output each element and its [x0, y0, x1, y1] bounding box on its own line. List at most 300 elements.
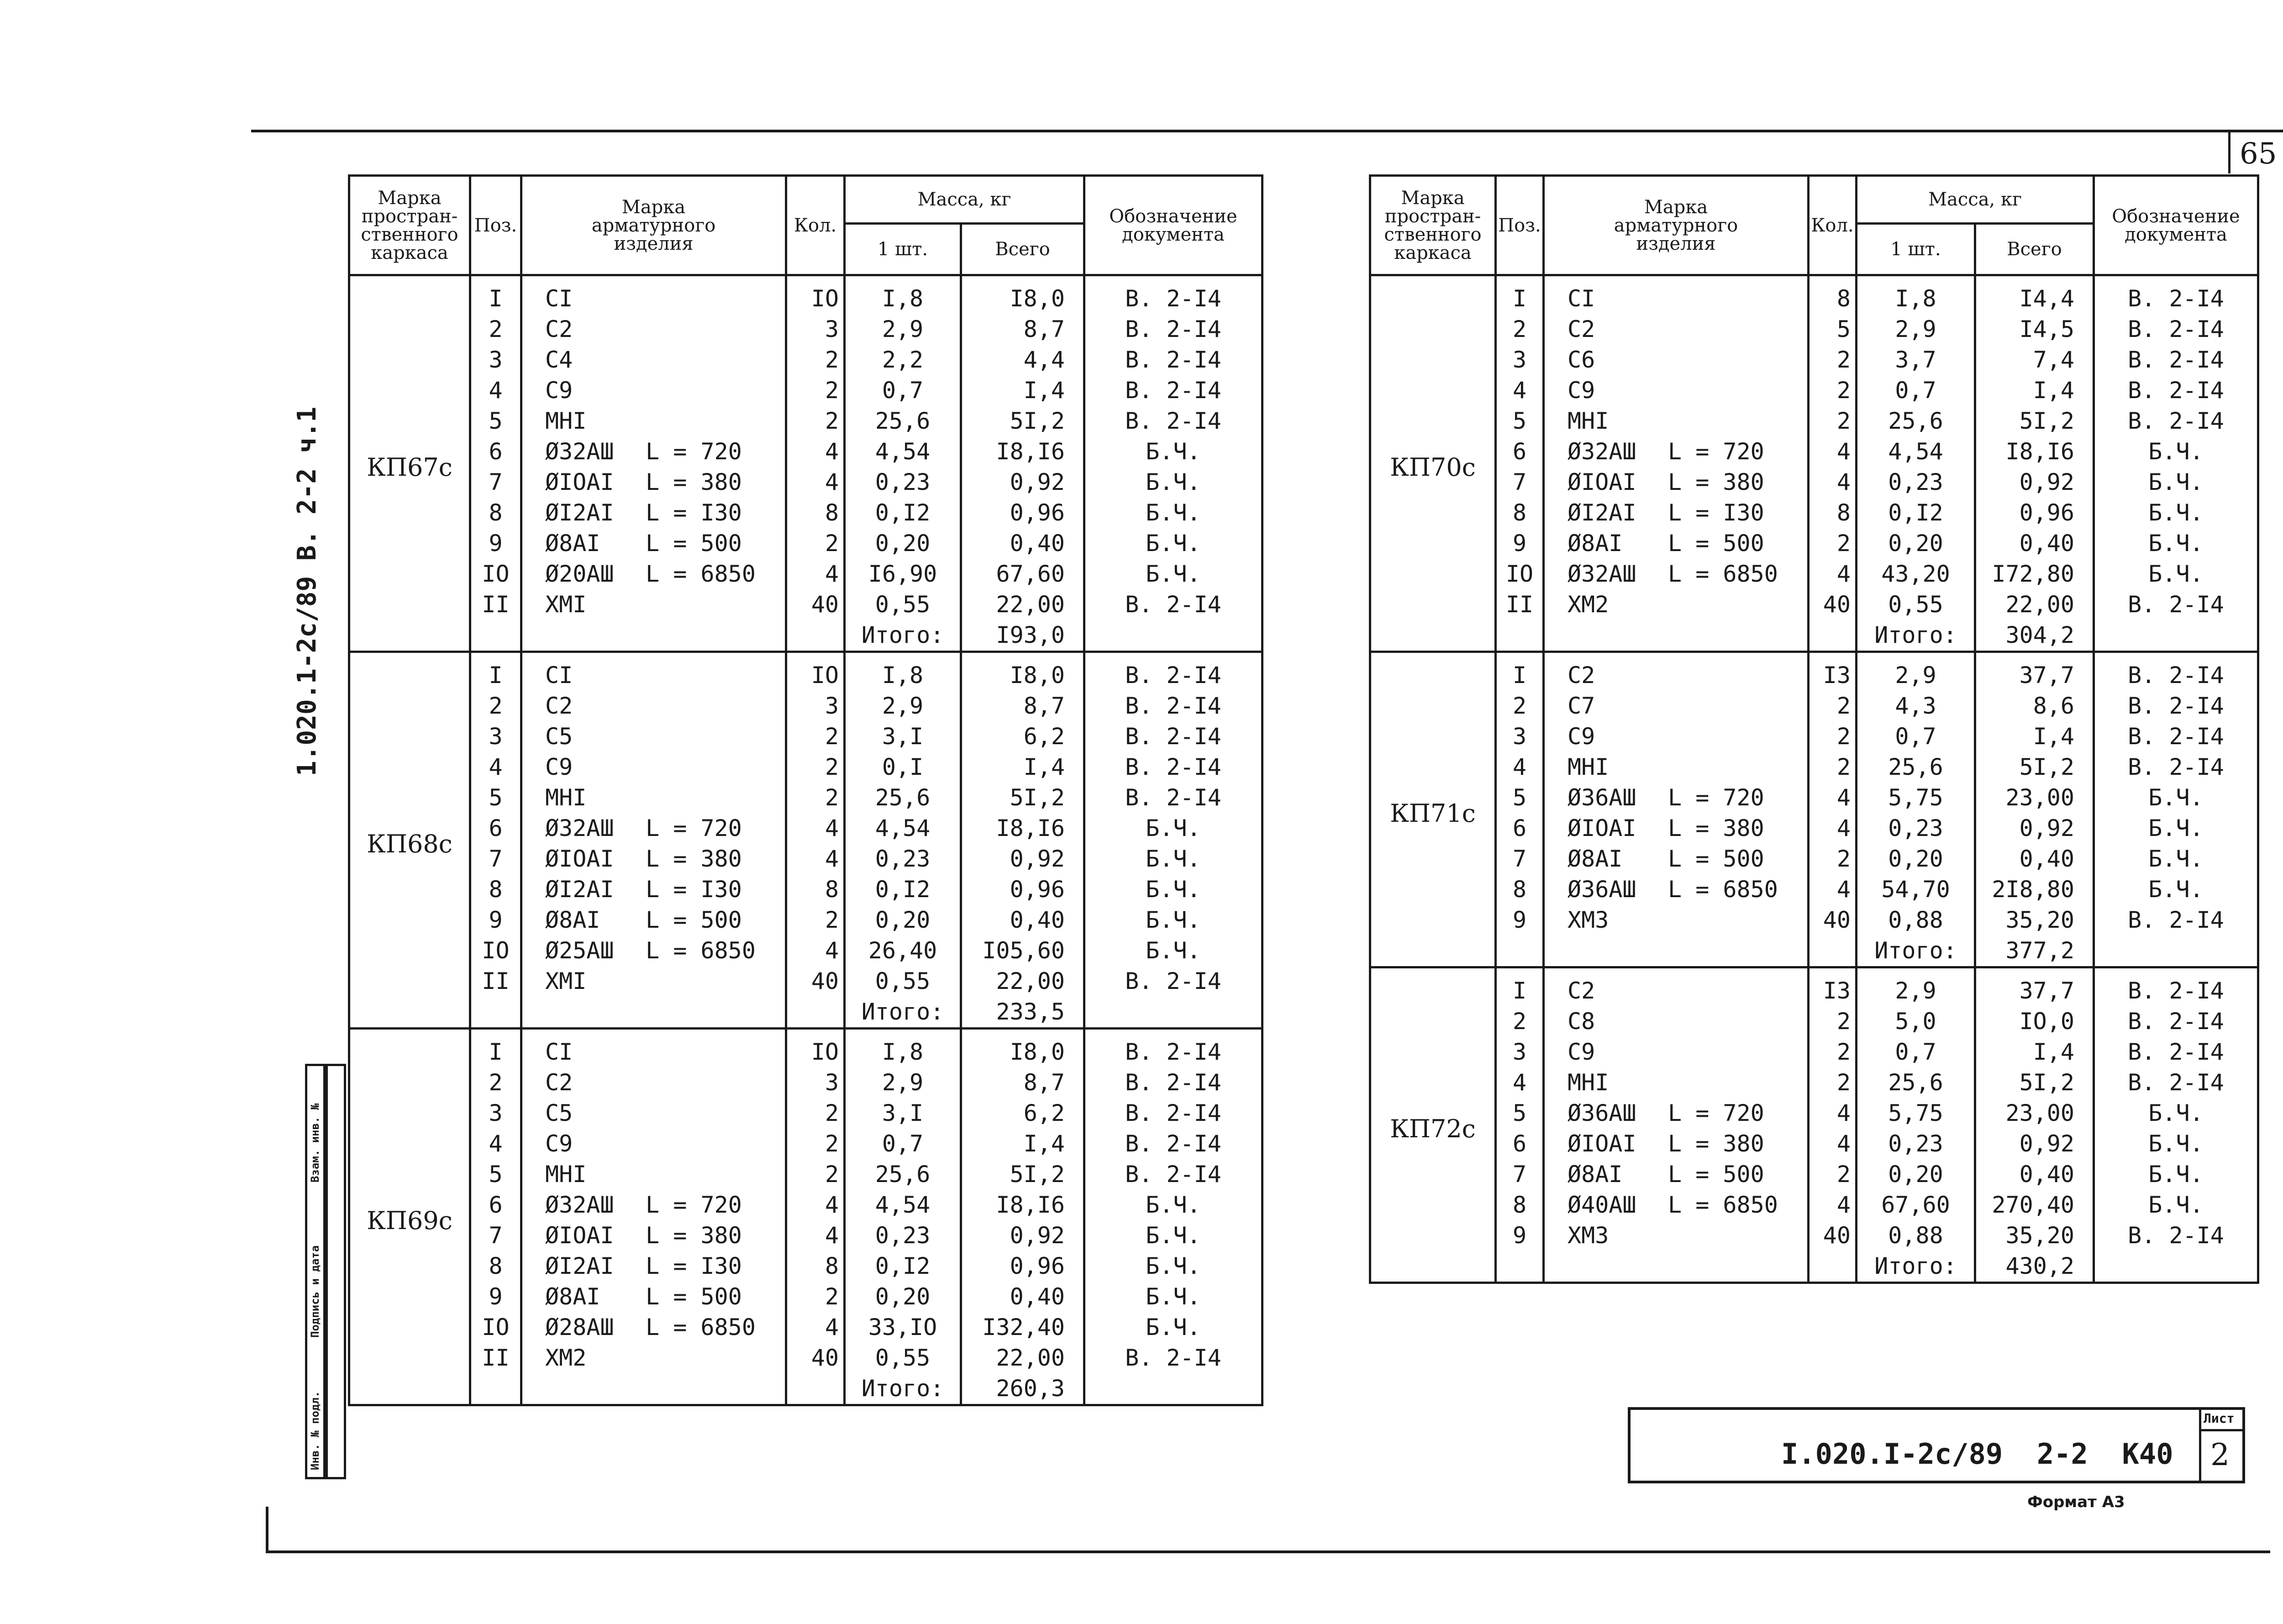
row-qty: 4 — [786, 1190, 845, 1220]
row-mass-total: I05,60 — [961, 936, 1084, 966]
row-qty: 8 — [786, 874, 845, 905]
row-pos: 9 — [1496, 528, 1544, 559]
row-item-name: С2 — [1568, 316, 1595, 342]
left-spec-body — [349, 275, 1262, 1405]
row-doc: Б.Ч. — [1084, 498, 1262, 528]
row-mass-total: 22,00 — [961, 1343, 1084, 1373]
row-qty: 4 — [786, 1220, 845, 1251]
itogo-row — [1370, 1251, 2258, 1283]
hdr-mass-one: 1 шт. — [1857, 224, 1975, 275]
row-mass-one: 0,23 — [845, 844, 961, 874]
row-mass-total: 5I,2 — [1975, 406, 2094, 436]
row-item-name: СI — [545, 285, 573, 312]
row-doc: В. 2-I4 — [2094, 652, 2258, 691]
row-qty: 8 — [1809, 498, 1857, 528]
table-row — [349, 314, 1262, 345]
row-mass-one: 0,I2 — [845, 498, 961, 528]
row-item-length: L = 6850 — [646, 561, 756, 587]
itogo-row — [349, 620, 1262, 652]
row-item — [521, 691, 786, 721]
row-item-length: L = 6850 — [646, 937, 756, 964]
row-item — [521, 589, 786, 620]
row-mass-total: 4,4 — [961, 345, 1084, 375]
row-qty: 4 — [1809, 813, 1857, 844]
row-item-length: L = 380 — [1668, 469, 1764, 495]
row-mass-one: 4,54 — [845, 813, 961, 844]
row-item — [1544, 783, 1809, 813]
row-item-name: С8 — [1568, 1008, 1595, 1035]
row-mass-total: I,4 — [961, 375, 1084, 406]
row-mass-total: 0,40 — [961, 905, 1084, 936]
row-qty: 2 — [1809, 1006, 1857, 1037]
title-block-sheet-number: 2 — [2210, 1437, 2230, 1472]
row-item-length: L = I30 — [1668, 499, 1764, 526]
table-row — [349, 1220, 1262, 1251]
frame-mark: КП69с — [349, 1029, 470, 1405]
row-mass-total: 0,96 — [961, 1251, 1084, 1282]
row-mass-one: 0,88 — [1857, 1220, 1975, 1251]
row-item-length: L = 6850 — [1668, 561, 1778, 587]
row-pos: 8 — [1496, 1190, 1544, 1220]
row-mass-one: 26,40 — [845, 936, 961, 966]
row-doc: Б.Ч. — [2094, 559, 2258, 589]
row-pos: 3 — [470, 1098, 521, 1129]
row-pos: 7 — [1496, 844, 1544, 874]
row-pos: 6 — [1496, 1129, 1544, 1159]
row-mass-one: 0,20 — [1857, 844, 1975, 874]
row-item-name: Ø32АШ — [545, 438, 614, 465]
row-item-name: СI — [545, 662, 573, 688]
row-mass-total: 67,60 — [961, 559, 1084, 589]
row-mass-one: 2,9 — [845, 1067, 961, 1098]
row-doc: Б.Ч. — [2094, 783, 2258, 813]
table-row — [1370, 1220, 2258, 1251]
row-pos: 7 — [470, 844, 521, 874]
row-item — [1544, 844, 1809, 874]
row-qty: 2 — [1809, 691, 1857, 721]
row-mass-total: I,4 — [1975, 721, 2094, 752]
row-item — [521, 345, 786, 375]
itogo-value: I93,0 — [961, 620, 1084, 652]
row-item — [521, 783, 786, 813]
row-item-name: ХМ2 — [1568, 591, 1609, 618]
row-qty: 4 — [1809, 1190, 1857, 1220]
row-item-length: L = 380 — [1668, 815, 1764, 841]
format-label: Формат А3 — [2027, 1493, 2125, 1511]
row-doc: Б.Ч. — [2094, 874, 2258, 905]
row-mass-total: 0,40 — [961, 1282, 1084, 1312]
row-doc: Б.Ч. — [1084, 1251, 1262, 1282]
hdr-mark: Марка простран- ственного каркаса — [349, 176, 470, 275]
row-qty: 4 — [786, 467, 845, 498]
row-doc: Б.Ч. — [1084, 844, 1262, 874]
row-mass-one: 4,54 — [1857, 436, 1975, 467]
row-qty: 4 — [1809, 1098, 1857, 1129]
row-qty: 4 — [786, 559, 845, 589]
row-qty: 2 — [786, 752, 845, 783]
row-mass-total: I8,0 — [961, 275, 1084, 315]
row-mass-total: I,4 — [1975, 375, 2094, 406]
row-item-name: С9 — [1568, 1039, 1595, 1065]
row-item — [521, 375, 786, 406]
table-row — [1370, 783, 2258, 813]
row-mass-one: 0,7 — [845, 1129, 961, 1159]
row-doc: Б.Ч. — [1084, 936, 1262, 966]
row-pos: 6 — [1496, 813, 1544, 844]
row-doc: Б.Ч. — [1084, 528, 1262, 559]
row-item-name: ØIOАI — [545, 469, 614, 495]
row-doc: В. 2-I4 — [1084, 345, 1262, 375]
row-qty: 2 — [786, 783, 845, 813]
row-item-name: Ø40АШ — [1568, 1192, 1636, 1218]
right-spec-table — [1369, 174, 2259, 1284]
row-mass-total: 5I,2 — [1975, 752, 2094, 783]
table-row — [349, 345, 1262, 375]
itogo-pos-empty — [470, 997, 521, 1029]
row-item-name: МНI — [1568, 1069, 1609, 1096]
itogo-label: Итого: — [1857, 620, 1975, 652]
row-item — [1544, 589, 1809, 620]
row-qty: 2 — [1809, 406, 1857, 436]
row-item-length: L = 500 — [646, 530, 742, 557]
row-item-name: Ø8АI — [1568, 1161, 1623, 1188]
itogo-item-empty — [1544, 936, 1809, 967]
row-mass-one: 0,I2 — [845, 1251, 961, 1282]
row-item-name: ХМI — [545, 591, 587, 618]
row-mass-one: 3,I — [845, 1098, 961, 1129]
row-mass-total: 0,40 — [961, 528, 1084, 559]
row-pos: IO — [1496, 559, 1544, 589]
row-doc: В. 2-I4 — [1084, 652, 1262, 691]
table-row — [349, 1343, 1262, 1373]
table-row — [1370, 691, 2258, 721]
row-doc: В. 2-I4 — [2094, 721, 2258, 752]
row-item-name: С6 — [1568, 347, 1595, 373]
table-row — [1370, 1190, 2258, 1220]
row-item-name: ØI2АI — [545, 499, 614, 526]
row-doc: В. 2-I4 — [2094, 345, 2258, 375]
row-mass-total: I8,0 — [961, 1029, 1084, 1068]
frame-mark: КП67с — [349, 275, 470, 652]
row-item — [1544, 406, 1809, 436]
row-item — [521, 314, 786, 345]
table-row — [1370, 528, 2258, 559]
right-spec-body — [1370, 275, 2258, 1283]
row-doc: В. 2-I4 — [2094, 1067, 2258, 1098]
row-item-length: L = 500 — [646, 1283, 742, 1310]
itogo-qty-empty — [786, 1373, 845, 1405]
row-item-length: L = 720 — [1668, 784, 1764, 811]
row-qty: 4 — [1809, 436, 1857, 467]
table-row — [349, 652, 1262, 691]
row-item-length: L = 380 — [1668, 1130, 1764, 1157]
table-row — [1370, 589, 2258, 620]
table-row — [1370, 406, 2258, 436]
table-row — [1370, 1006, 2258, 1037]
row-item — [521, 1343, 786, 1373]
row-qty: 40 — [1809, 905, 1857, 936]
row-mass-one: 33,IO — [845, 1312, 961, 1343]
row-doc: Б.Ч. — [2094, 467, 2258, 498]
row-pos: 7 — [470, 1220, 521, 1251]
row-mass-total: 7,4 — [1975, 345, 2094, 375]
row-item-name: МНI — [1568, 754, 1609, 780]
hdr-pos: Поз. — [470, 176, 521, 275]
table-row — [349, 844, 1262, 874]
table-row — [1370, 1098, 2258, 1129]
row-item-name: Ø32АШ — [545, 815, 614, 841]
table-row — [349, 375, 1262, 406]
row-mass-one: 54,70 — [1857, 874, 1975, 905]
row-mass-total: 0,92 — [961, 467, 1084, 498]
row-item — [1544, 813, 1809, 844]
row-item — [521, 1190, 786, 1220]
row-pos: 2 — [470, 691, 521, 721]
row-pos: 9 — [1496, 905, 1544, 936]
row-pos: I — [1496, 967, 1544, 1007]
row-pos: 6 — [470, 813, 521, 844]
row-item — [521, 1312, 786, 1343]
row-mass-one: I,8 — [845, 275, 961, 315]
hdr-mass-one: 1 шт. — [845, 224, 961, 275]
row-pos: 2 — [470, 1067, 521, 1098]
row-item — [521, 406, 786, 436]
row-qty: 8 — [1809, 275, 1857, 315]
row-mass-one: 0,7 — [1857, 1037, 1975, 1067]
row-item — [521, 275, 786, 315]
row-pos: 4 — [470, 375, 521, 406]
itogo-qty-empty — [1809, 1251, 1857, 1283]
row-item — [1544, 1067, 1809, 1098]
itogo-qty-empty — [1809, 936, 1857, 967]
row-item-length: L = 6850 — [646, 1314, 756, 1340]
row-item — [1544, 559, 1809, 589]
table-row — [1370, 559, 2258, 589]
title-block-sheet-label: Лист — [2204, 1411, 2235, 1426]
row-pos: 3 — [1496, 345, 1544, 375]
row-item-name: ØI2АI — [545, 876, 614, 903]
table-row — [1370, 1037, 2258, 1067]
row-doc: В. 2-I4 — [1084, 1067, 1262, 1098]
row-mass-one: 25,6 — [1857, 752, 1975, 783]
row-pos: 3 — [470, 721, 521, 752]
row-mass-total: 0,92 — [961, 844, 1084, 874]
table-row — [349, 721, 1262, 752]
frame-mark: КП71с — [1370, 652, 1496, 967]
stamp-label-sign: Подпись и дата — [309, 1245, 321, 1338]
row-mass-total: 35,20 — [1975, 1220, 2094, 1251]
row-qty: 2 — [786, 406, 845, 436]
row-item-name: ØI2АI — [1568, 499, 1636, 526]
row-item — [1544, 467, 1809, 498]
sheet-left-border — [266, 1507, 268, 1552]
row-mass-one: 0,23 — [1857, 467, 1975, 498]
table-row — [349, 1190, 1262, 1220]
itogo-item-empty — [521, 620, 786, 652]
row-qty: 4 — [786, 936, 845, 966]
row-mass-total: 8,7 — [961, 1067, 1084, 1098]
title-block-sheet-hline — [2199, 1429, 2242, 1431]
row-item-length: L = 6850 — [1668, 876, 1778, 903]
row-item-length: L = 720 — [646, 1192, 742, 1218]
row-doc: В. 2-I4 — [1084, 375, 1262, 406]
row-doc: В. 2-I4 — [1084, 1029, 1262, 1068]
row-qty: 2 — [786, 375, 845, 406]
itogo-doc-empty — [1084, 620, 1262, 652]
row-pos: 6 — [470, 1190, 521, 1220]
row-item-length: L = 720 — [1668, 438, 1764, 465]
row-mass-one: 0,88 — [1857, 905, 1975, 936]
row-pos: IO — [470, 559, 521, 589]
row-mass-one: I6,90 — [845, 559, 961, 589]
row-item-name: МНI — [545, 408, 587, 434]
row-item-name: Ø20АШ — [545, 561, 614, 587]
row-mass-one: 2,9 — [845, 314, 961, 345]
row-qty: 4 — [1809, 559, 1857, 589]
table-row — [349, 1067, 1262, 1098]
row-qty: 5 — [1809, 314, 1857, 345]
row-mass-total: 5I,2 — [961, 1159, 1084, 1190]
row-item-name: ХМ3 — [1568, 907, 1609, 933]
table-row — [349, 691, 1262, 721]
row-pos: 3 — [1496, 1037, 1544, 1067]
row-pos: 5 — [1496, 783, 1544, 813]
row-doc: В. 2-I4 — [2094, 1006, 2258, 1037]
row-mass-one: 5,0 — [1857, 1006, 1975, 1037]
row-item — [521, 1098, 786, 1129]
row-mass-one: 25,6 — [1857, 1067, 1975, 1098]
row-item — [1544, 905, 1809, 936]
row-item — [521, 752, 786, 783]
itogo-row — [349, 1373, 1262, 1405]
table-row — [349, 1251, 1262, 1282]
title-block — [1628, 1407, 2245, 1483]
table-row — [1370, 467, 2258, 498]
row-mass-total: 5I,2 — [1975, 1067, 2094, 1098]
row-qty: 4 — [786, 1312, 845, 1343]
row-mass-total: 0,92 — [1975, 1129, 2094, 1159]
row-pos: 3 — [470, 345, 521, 375]
row-pos: I — [470, 652, 521, 691]
row-doc: В. 2-I4 — [1084, 406, 1262, 436]
row-pos: I — [470, 1029, 521, 1068]
row-pos: 7 — [470, 467, 521, 498]
row-pos: 8 — [1496, 498, 1544, 528]
row-qty: 40 — [786, 589, 845, 620]
row-item — [1544, 314, 1809, 345]
row-qty: 4 — [1809, 1129, 1857, 1159]
itogo-doc-empty — [1084, 997, 1262, 1029]
hdr-qty: Кол. — [1809, 176, 1857, 275]
row-item — [1544, 752, 1809, 783]
row-item — [1544, 375, 1809, 406]
row-mass-total: 22,00 — [961, 966, 1084, 997]
title-block-code: I.020.I-2с/89 2-2 К40 — [1781, 1437, 2173, 1471]
row-item-name: С9 — [545, 377, 573, 404]
row-item-name: ХМ2 — [545, 1345, 587, 1371]
row-doc: В. 2-I4 — [1084, 1098, 1262, 1129]
itogo-pos-empty — [1496, 620, 1544, 652]
row-item — [1544, 345, 1809, 375]
row-qty: 2 — [786, 528, 845, 559]
row-mass-total: I,4 — [1975, 1037, 2094, 1067]
itogo-qty-empty — [786, 620, 845, 652]
row-mass-total: 270,40 — [1975, 1190, 2094, 1220]
row-qty: 3 — [786, 314, 845, 345]
left-spec-table — [348, 174, 1263, 1406]
row-item-name: Ø8АI — [545, 907, 600, 933]
table-row — [349, 436, 1262, 467]
row-pos: 9 — [470, 905, 521, 936]
row-item-name: ХМI — [545, 968, 587, 994]
row-item — [521, 559, 786, 589]
row-pos: 2 — [1496, 691, 1544, 721]
row-pos: 9 — [1496, 1220, 1544, 1251]
row-mass-total: 6,2 — [961, 721, 1084, 752]
row-item — [521, 1159, 786, 1190]
row-mass-total: IO,0 — [1975, 1006, 2094, 1037]
row-item-name: ХМ3 — [1568, 1222, 1609, 1249]
row-item-name: С9 — [1568, 377, 1595, 404]
row-item-length: L = 720 — [1668, 1100, 1764, 1126]
row-qty: 3 — [786, 691, 845, 721]
row-mass-one: 0,I — [845, 752, 961, 783]
itogo-value: 377,2 — [1975, 936, 2094, 967]
hdr-mass: Масса, кг — [1857, 176, 2094, 224]
itogo-row — [1370, 620, 2258, 652]
row-mass-one: 2,9 — [1857, 314, 1975, 345]
row-item — [521, 1282, 786, 1312]
row-pos: IO — [470, 936, 521, 966]
itogo-row — [1370, 936, 2258, 967]
row-item-name: С2 — [1568, 978, 1595, 1004]
row-doc: В. 2-I4 — [2094, 967, 2258, 1007]
table-row — [349, 275, 1262, 315]
table-row — [349, 589, 1262, 620]
row-pos: 9 — [470, 528, 521, 559]
row-item-name: Ø36АШ — [1568, 784, 1636, 811]
row-qty: 2 — [786, 1282, 845, 1312]
row-qty: 2 — [786, 1159, 845, 1190]
row-item-length: L = 6850 — [1668, 1192, 1778, 1218]
row-qty: 4 — [786, 813, 845, 844]
row-mass-one: 0,20 — [845, 905, 961, 936]
row-item-name: ØIOАI — [1568, 815, 1636, 841]
row-mass-total: 23,00 — [1975, 783, 2094, 813]
hdr-qty: Кол. — [786, 176, 845, 275]
row-item-name: МНI — [1568, 408, 1609, 434]
row-item-name: Ø32АШ — [545, 1192, 614, 1218]
row-mass-one: 0,23 — [845, 1220, 961, 1251]
row-pos: 6 — [1496, 436, 1544, 467]
row-doc: Б.Ч. — [2094, 498, 2258, 528]
row-doc: Б.Ч. — [2094, 1159, 2258, 1190]
row-doc: В. 2-I4 — [2094, 406, 2258, 436]
row-doc: В. 2-I4 — [1084, 275, 1262, 315]
row-mass-total: I4,5 — [1975, 314, 2094, 345]
row-pos: 2 — [1496, 1006, 1544, 1037]
frame-mark: КП68с — [349, 652, 470, 1029]
row-item-name: ØIOАI — [545, 1222, 614, 1249]
table-row — [1370, 874, 2258, 905]
row-doc: Б.Ч. — [1084, 559, 1262, 589]
row-mass-one: 5,75 — [1857, 783, 1975, 813]
row-mass-total: I8,I6 — [961, 813, 1084, 844]
row-item — [1544, 1159, 1809, 1190]
row-doc: Б.Ч. — [2094, 844, 2258, 874]
row-item-length: L = 500 — [1668, 1161, 1764, 1188]
itogo-pos-empty — [470, 1373, 521, 1405]
